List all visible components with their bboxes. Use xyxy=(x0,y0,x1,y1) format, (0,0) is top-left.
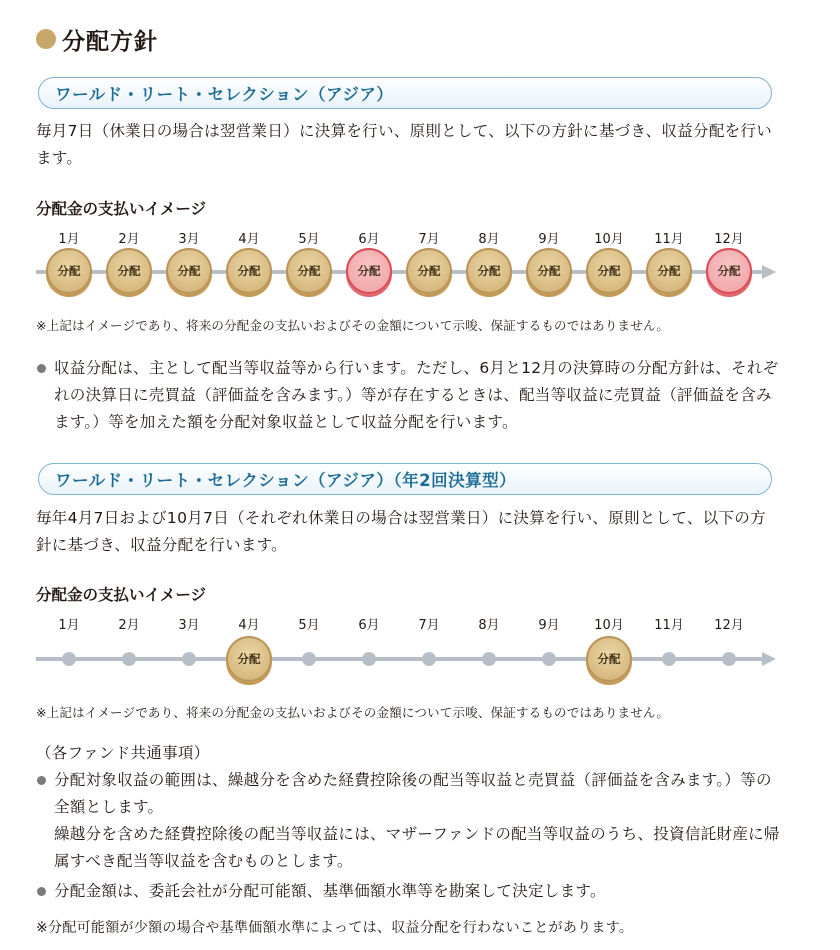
fund1-header xyxy=(38,77,772,109)
month-label: 3月 xyxy=(178,232,200,247)
fund2-header xyxy=(38,463,772,495)
distribution-coin-special: 分配 xyxy=(346,248,392,294)
month-label: 4月 xyxy=(238,232,260,247)
month-label: 5月 xyxy=(298,618,320,633)
month-label: 2月 xyxy=(118,232,140,247)
month-label: 4月 xyxy=(238,618,260,633)
fund1-description: 毎月7日（休業日の場合は翌営業日）に決算を行い、原則として、以下の方針に基づき、収益分配を行います。 xyxy=(36,122,773,167)
common-bullet-2: 分配金額は、委託会社が分配可能額、基準価額水準等を勘案して決定します。 xyxy=(36,878,781,905)
distribution-coin-special: 分配 xyxy=(706,248,752,294)
timeline-dot xyxy=(182,652,196,666)
timeline-dot xyxy=(542,652,556,666)
fund1-image-title: 分配金の支払いイメージ xyxy=(36,200,207,218)
month-label: 9月 xyxy=(538,232,560,247)
fund1-bullet: 収益分配は、主として配当等収益等から行います。ただし、6月と12月の決算時の分配方針は、それぞれの決算日に売買益（評価益を含みます。）等が存在するときは、配当等収益に売買益（評価益を含みます。）等を加えた額を分配対象収益として収益分配を行います。 xyxy=(36,355,781,436)
month-label: 12月 xyxy=(714,232,744,247)
distribution-coin: 分配 xyxy=(646,248,692,294)
timeline-dot xyxy=(302,652,316,666)
distribution-coin: 分配 xyxy=(226,248,272,294)
page-title-text: 分配方針 xyxy=(62,28,158,55)
month-label: 5月 xyxy=(298,232,320,247)
fund1-timeline xyxy=(36,228,776,298)
month-label: 6月 xyxy=(358,232,380,247)
distribution-coin: 分配 xyxy=(406,248,452,294)
fund1-note: ※上記はイメージであり、将来の分配金の支払いおよびその金額について示唆、保証するものではありません。 xyxy=(36,318,670,333)
month-label: 12月 xyxy=(714,618,744,633)
month-label: 10月 xyxy=(594,618,624,633)
month-label: 2月 xyxy=(118,618,140,633)
timeline-arrow-icon xyxy=(762,265,776,279)
common-footnote: ※分配可能額が少額の場合や基準価額水準によっては、収益分配を行わないことがあります。 xyxy=(36,920,634,936)
common-heading: （各ファンド共通事項） xyxy=(36,744,210,762)
month-label: 7月 xyxy=(418,618,440,633)
timeline-dot xyxy=(362,652,376,666)
distribution-coin: 分配 xyxy=(46,248,92,294)
common-bullet-1: 分配対象収益の範囲は、繰越分を含めた経費控除後の配当等収益と売買益（評価益を含みます。）等の全額とします。 xyxy=(36,767,781,821)
timeline-dot xyxy=(122,652,136,666)
month-label: 11月 xyxy=(654,618,684,633)
fund2-timeline xyxy=(36,614,776,684)
month-label: 1月 xyxy=(58,618,80,633)
timeline-arrow-icon xyxy=(762,652,776,666)
month-label: 8月 xyxy=(478,618,500,633)
fund2-note: ※上記はイメージであり、将来の分配金の支払いおよびその金額について示唆、保証するものではありません。 xyxy=(36,705,670,720)
month-label: 9月 xyxy=(538,618,560,633)
page-title xyxy=(36,22,158,56)
distribution-coin: 分配 xyxy=(166,248,212,294)
month-label: 11月 xyxy=(654,232,684,247)
title-bullet-icon xyxy=(36,29,56,49)
distribution-coin: 分配 xyxy=(286,248,332,294)
distribution-coin: 分配 xyxy=(526,248,572,294)
distribution-coin: 分配 xyxy=(466,248,512,294)
distribution-coin: 分配 xyxy=(106,248,152,294)
month-label: 7月 xyxy=(418,232,440,247)
timeline-dot xyxy=(422,652,436,666)
month-label: 1月 xyxy=(58,232,80,247)
timeline-dot xyxy=(662,652,676,666)
month-label: 8月 xyxy=(478,232,500,247)
month-label: 10月 xyxy=(594,232,624,247)
fund2-image-title: 分配金の支払いイメージ xyxy=(36,586,207,604)
fund2-description: 毎年4月7日および10月7日（それぞれ休業日の場合は翌営業日）に決算を行い、原則として、以下の方針に基づき、収益分配を行います。 xyxy=(36,509,766,554)
timeline-dot xyxy=(482,652,496,666)
timeline-dot xyxy=(722,652,736,666)
fund2-header-text: ワールド・リート・セレクション（アジア）（年2回決算型） xyxy=(55,471,517,490)
month-label: 6月 xyxy=(358,618,380,633)
distribution-coin: 分配 xyxy=(226,636,272,682)
distribution-coin: 分配 xyxy=(586,636,632,682)
fund1-header-text: ワールド・リート・セレクション（アジア） xyxy=(55,85,394,104)
timeline-line xyxy=(36,657,764,661)
month-label: 3月 xyxy=(178,618,200,633)
common-bullet-1-continued: 繰越分を含めた経費控除後の配当等収益には、マザーファンドの配当等収益のうち、投資信託財産に帰属すべき配当等収益を含むものとします。 xyxy=(54,825,780,870)
distribution-coin: 分配 xyxy=(586,248,632,294)
timeline-dot xyxy=(62,652,76,666)
